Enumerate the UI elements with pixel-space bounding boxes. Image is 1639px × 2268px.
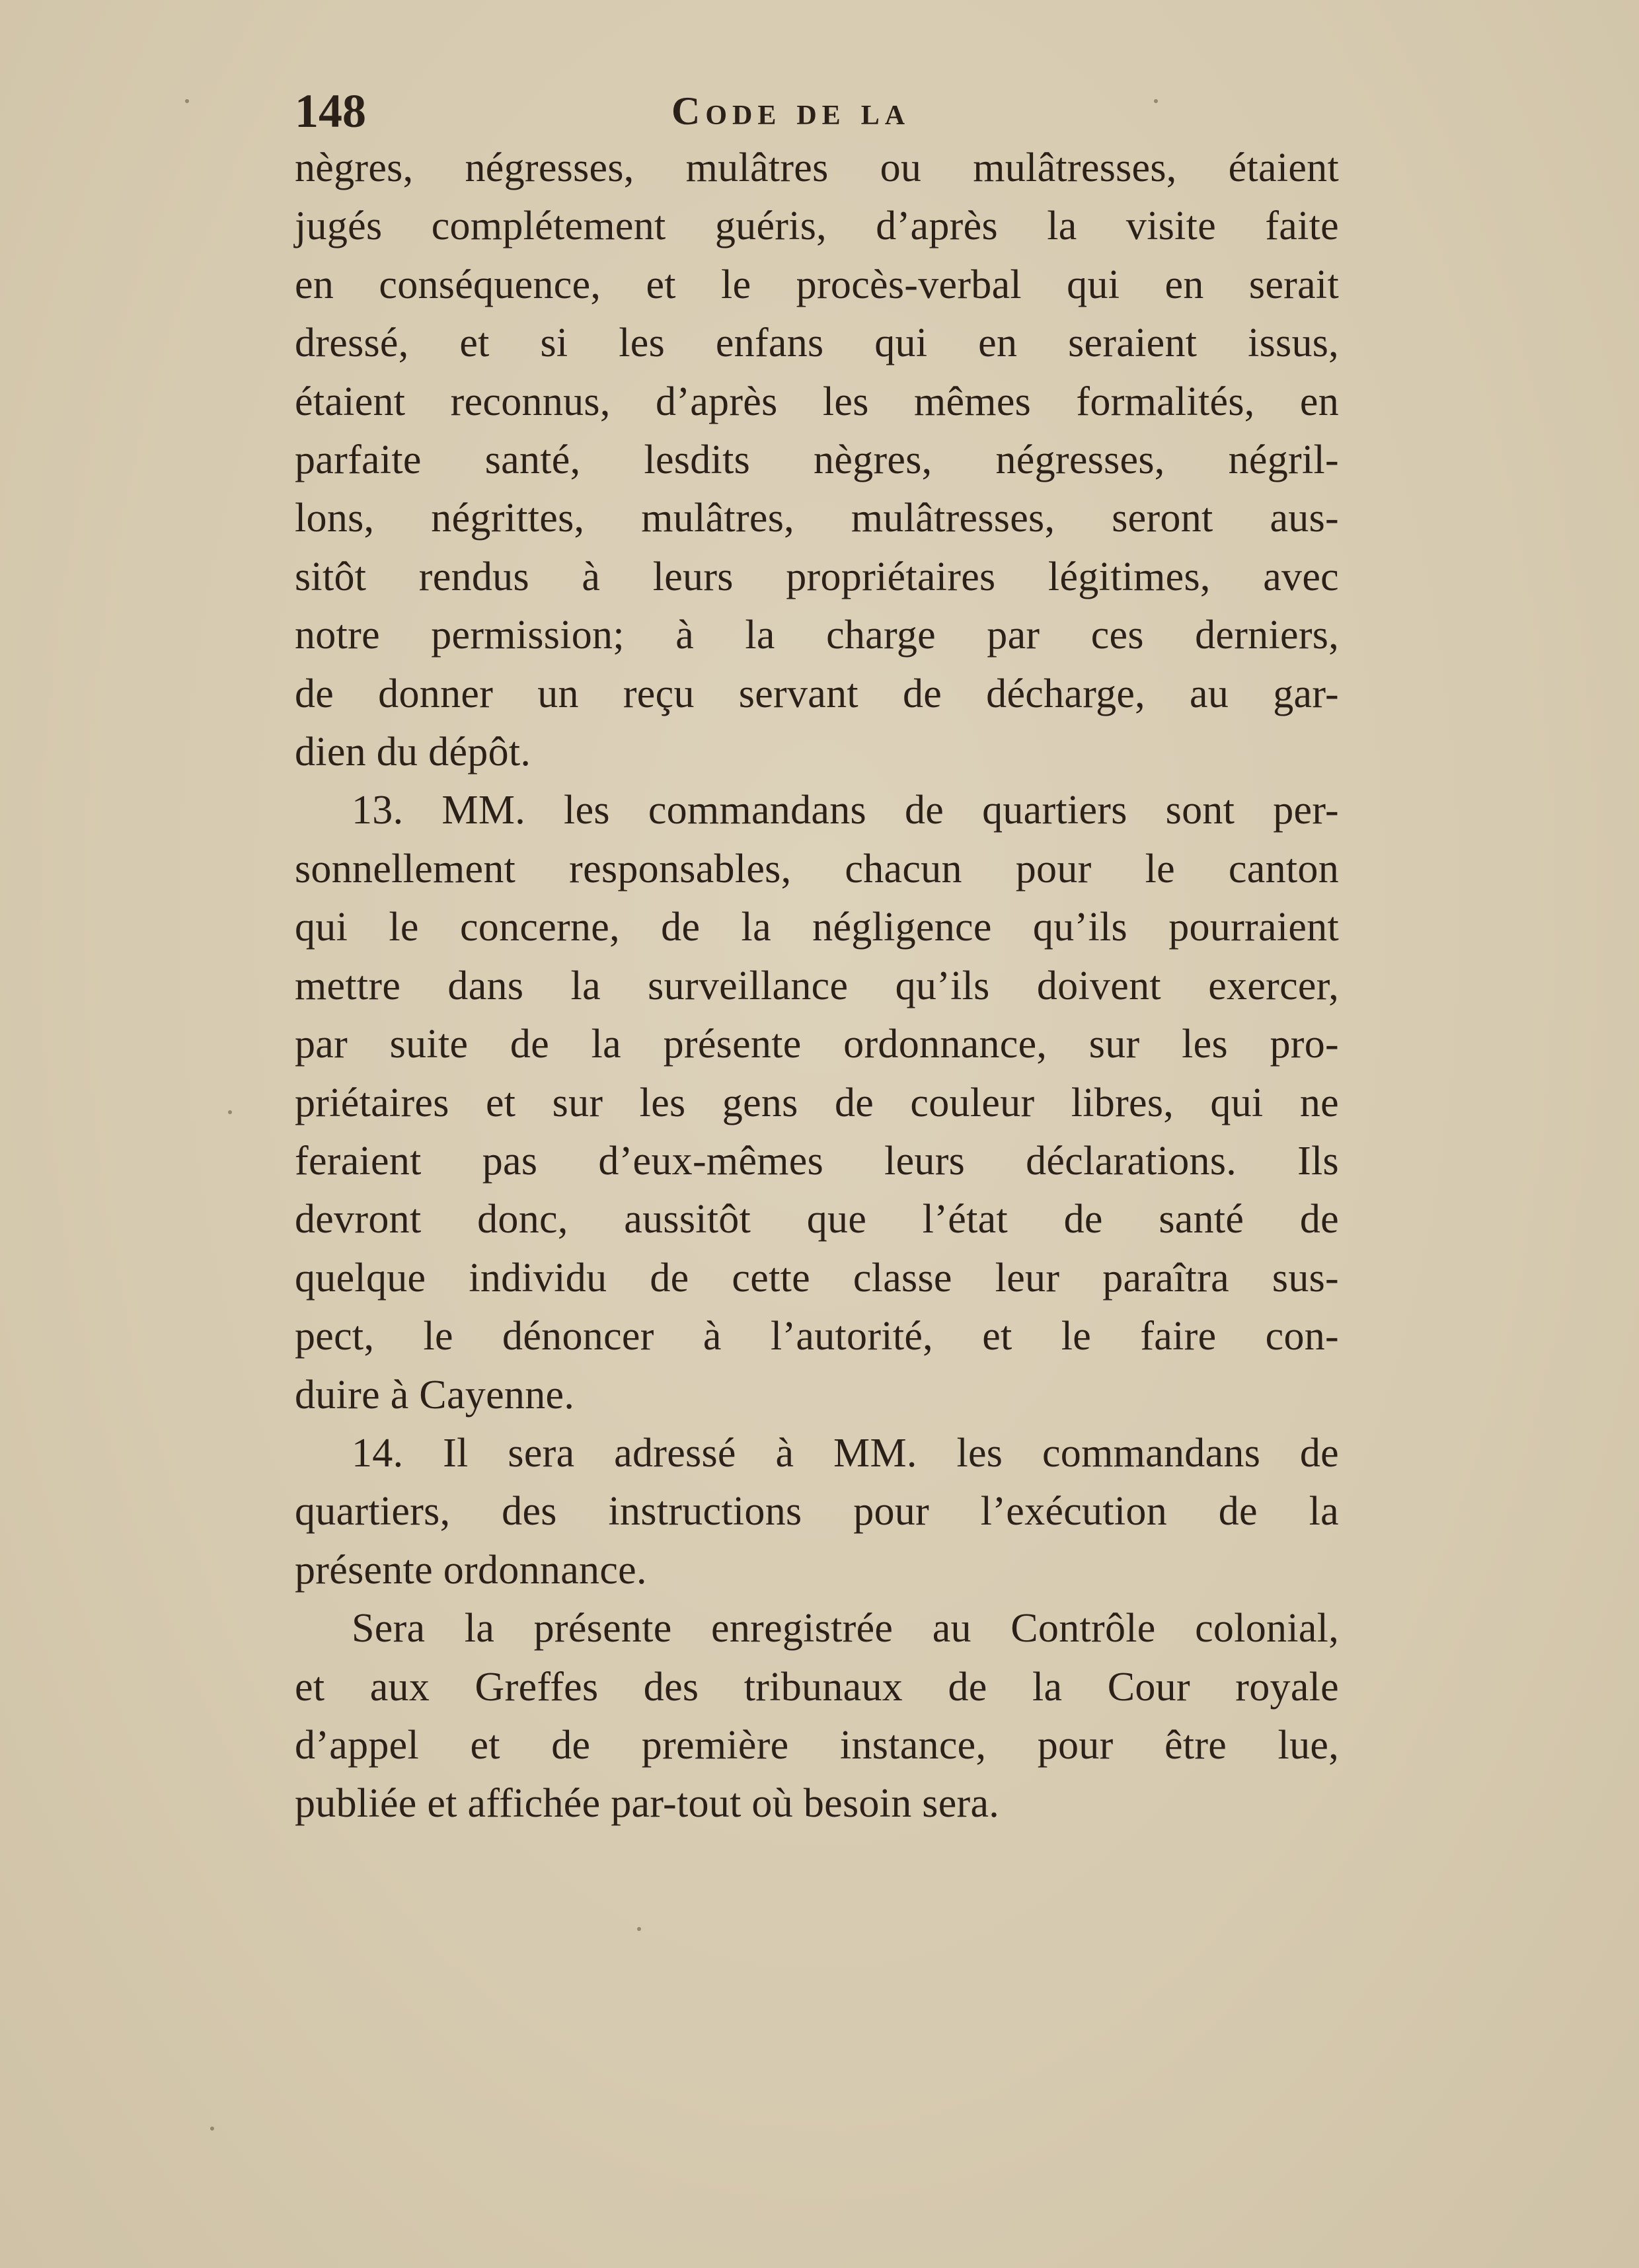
text-line: dien du dépôt. (295, 730, 531, 775)
page-number: 148 (295, 85, 366, 137)
text-line: duire à Cayenne. (295, 1372, 575, 1418)
paper-speck (1154, 99, 1158, 103)
text-line: étaient reconnus, d’après les mêmes formalités, en (295, 379, 1339, 424)
text-line: nègres, négresses, mulâtres ou mulâtresses, étaient (295, 145, 1339, 190)
text-line: et aux Greffes des tribunaux de la Cour royale (295, 1664, 1339, 1710)
text-line: publiée et affichée par-tout où besoin sera. (295, 1781, 1000, 1827)
text-line: notre permission; à la charge par ces derniers, (295, 613, 1339, 658)
text-line: jugés complétement guéris, d’après la visite faite (295, 204, 1339, 249)
paper-speck (185, 99, 189, 103)
text-line: lons, négrittes, mulâtres, mulâtresses, seront aus- (295, 496, 1339, 541)
paragraph-closing (295, 1599, 1339, 1833)
text-line: parfaite santé, lesdits nègres, négresses, négril- (295, 437, 1339, 483)
text-line: dressé, et si les enfans qui en seraient issus, (295, 321, 1339, 366)
paper-speck (228, 1110, 232, 1114)
paragraph-article-13 (295, 781, 1339, 1423)
text-line: mettre dans la surveillance qu’ils doivent exercer, (295, 963, 1339, 1008)
paragraph-article-14 (295, 1424, 1339, 1599)
text-line: sonnellement responsables, chacun pour le canton (295, 846, 1339, 891)
text-line: feraient pas d’eux-mêmes leurs déclarations. Ils (295, 1138, 1339, 1184)
text-line: présente ordonnance. (295, 1547, 647, 1593)
text-line: 14. Il sera adressé à MM. les commandans de (352, 1430, 1339, 1476)
text-line: devront donc, aussitôt que l’état de santé de (295, 1197, 1339, 1242)
text-line: quartiers, des instructions pour l’exécution de la (295, 1489, 1339, 1534)
running-title: Code de la (671, 89, 911, 133)
text-line: quelque individu de cette classe leur paraîtra sus- (295, 1255, 1339, 1301)
text-line: sitôt rendus à leurs propriétaires légitimes, avec (295, 554, 1339, 599)
text-line: Sera la présente enregistrée au Contrôle colonial, (352, 1606, 1339, 1651)
paragraph-continuation (295, 139, 1339, 781)
text-line: priétaires et sur les gens de couleur libres, qui ne (295, 1080, 1339, 1125)
text-line: 13. MM. les commandans de quartiers sont per- (352, 788, 1339, 833)
page-header (295, 85, 1339, 137)
text-line: en conséquence, et le procès-verbal qui en serait (295, 262, 1339, 307)
text-line: qui le concerne, de la négligence qu’ils pourraient (295, 905, 1339, 950)
paper-speck (637, 1927, 641, 1931)
text-line: par suite de la présente ordonnance, sur les pro- (295, 1022, 1339, 1067)
paper-speck (210, 2127, 214, 2131)
text-line: d’appel et de première instance, pour être lue, (295, 1722, 1339, 1768)
text-line: de donner un reçu servant de décharge, au gar- (295, 671, 1339, 716)
text-line: pect, le dénoncer à l’autorité, et le faire con- (295, 1314, 1339, 1359)
body-text (295, 139, 1339, 1833)
